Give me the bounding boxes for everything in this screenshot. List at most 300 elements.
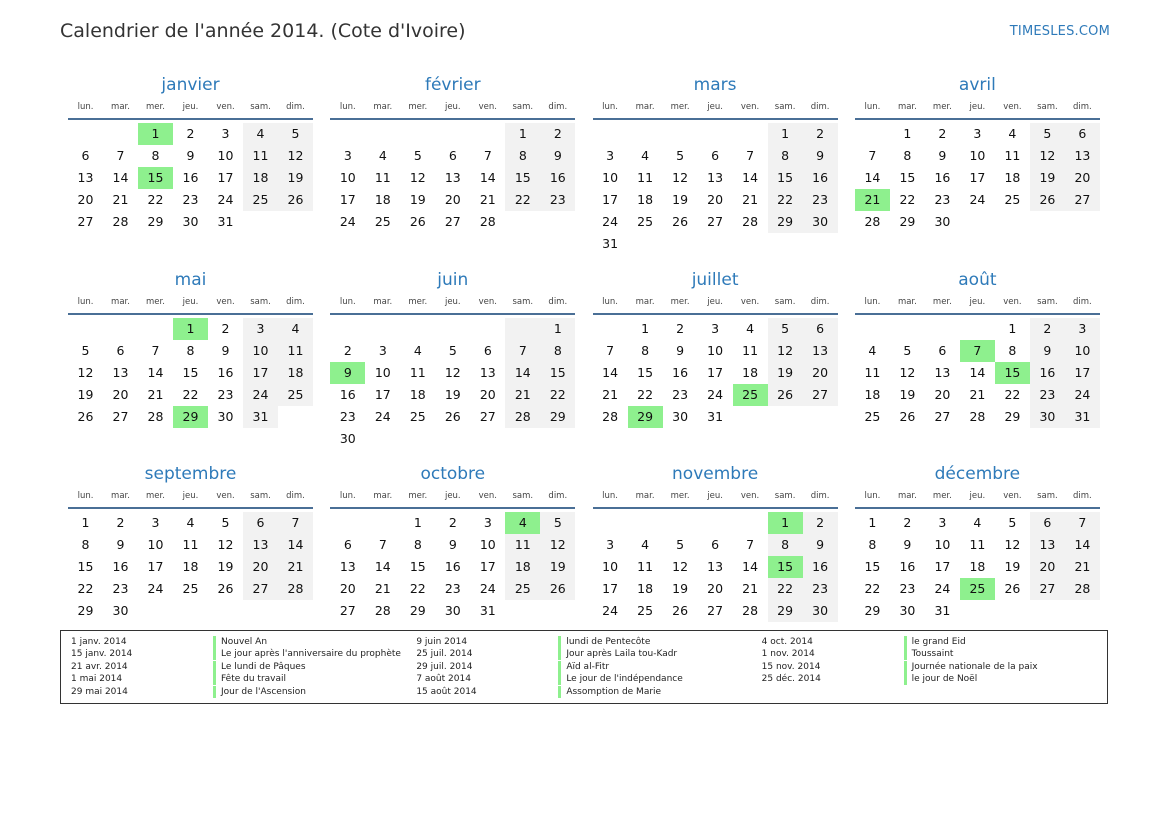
month-6 bbox=[593, 269, 838, 464]
day-cell: 11 bbox=[1004, 148, 1021, 163]
day-cell: 11 bbox=[637, 559, 654, 574]
holiday-day-cell: 29 bbox=[173, 406, 208, 428]
empty-day-cell bbox=[435, 318, 470, 340]
day-cell: 1 bbox=[81, 515, 90, 530]
weekday-label: lun. bbox=[602, 102, 619, 112]
day-cell: 7 bbox=[116, 148, 125, 163]
day-cell: 1 bbox=[1008, 320, 1017, 336]
day-cell: 15 bbox=[864, 559, 881, 574]
day-cell: 6 bbox=[803, 318, 838, 340]
day-cell: 25 bbox=[243, 189, 278, 211]
day-cell: 4 bbox=[186, 515, 195, 530]
weekday-label: ven. bbox=[478, 102, 497, 112]
day-cell: 14 bbox=[864, 170, 881, 185]
day-cell: 24 bbox=[243, 384, 278, 406]
day-cell: 24 bbox=[1065, 384, 1100, 406]
day-cell: 2 bbox=[221, 320, 230, 336]
weekday-label: mar. bbox=[373, 102, 393, 112]
day-cell: 15 bbox=[409, 559, 426, 574]
empty-day-cell bbox=[435, 428, 470, 450]
day-cell: 30 bbox=[182, 214, 199, 229]
empty-day-cell bbox=[995, 211, 1030, 233]
day-cell: 11 bbox=[374, 170, 391, 185]
weekday-label: jeu. bbox=[969, 296, 986, 307]
day-cell: 24 bbox=[374, 408, 391, 424]
day-cell: 28 bbox=[742, 214, 759, 229]
weekday-label: sam. bbox=[1037, 491, 1058, 501]
holiday-entry bbox=[762, 648, 1107, 660]
empty-day-cell bbox=[103, 123, 138, 145]
day-cell: 20 bbox=[479, 386, 496, 402]
holiday-entry bbox=[416, 648, 761, 660]
day-cell: 21 bbox=[602, 386, 619, 402]
weekday-label: sam. bbox=[1037, 296, 1058, 307]
day-cell: 17 bbox=[602, 192, 619, 207]
day-cell: 18 bbox=[182, 559, 199, 574]
holiday-name: Jour après Laila tou-Kadr bbox=[558, 648, 677, 660]
empty-day-cell bbox=[173, 600, 208, 622]
day-cell: 16 bbox=[540, 167, 575, 189]
day-cell: 21 bbox=[374, 581, 391, 596]
month-name: mars bbox=[693, 75, 737, 95]
day-cell: 8 bbox=[768, 534, 803, 556]
day-cell: 11 bbox=[505, 534, 540, 556]
holiday-entry bbox=[71, 686, 416, 698]
empty-day-cell bbox=[243, 600, 278, 622]
holiday-entry bbox=[762, 636, 1107, 648]
weekday-label: dim. bbox=[548, 296, 568, 307]
day-cell: 8 bbox=[151, 148, 160, 163]
weekday-label: sam. bbox=[512, 491, 534, 501]
weekday-header bbox=[68, 96, 313, 120]
holiday-date: 1 nov. 2014 bbox=[761, 649, 815, 660]
holiday-day-cell: 1 bbox=[138, 123, 173, 145]
month-name: septembre bbox=[144, 464, 237, 484]
day-cell: 19 bbox=[899, 386, 916, 402]
weekday-label: jeu. bbox=[707, 296, 723, 307]
day-cell: 2 bbox=[803, 512, 838, 534]
day-cell: 21 bbox=[147, 386, 164, 402]
day-cell: 14 bbox=[278, 534, 313, 556]
day-cell: 2 bbox=[1030, 318, 1065, 340]
day-cell: 7 bbox=[278, 512, 313, 534]
day-cell: 25 bbox=[864, 408, 881, 424]
day-cell: 25 bbox=[374, 214, 391, 229]
day-cell: 30 bbox=[934, 214, 951, 229]
day-cell: 5 bbox=[768, 318, 803, 340]
day-cell: 6 bbox=[81, 148, 90, 163]
brand-link[interactable]: TIMESLES.COM bbox=[1009, 24, 1110, 39]
empty-day-cell bbox=[890, 318, 925, 340]
day-grid bbox=[68, 512, 313, 622]
day-grid bbox=[593, 123, 838, 255]
day-cell: 9 bbox=[186, 148, 195, 163]
weekday-label: jeu. bbox=[182, 491, 199, 501]
day-cell: 9 bbox=[221, 342, 230, 358]
day-grid bbox=[330, 512, 575, 622]
weekday-label: mar. bbox=[111, 491, 130, 501]
weekday-header bbox=[855, 485, 1100, 509]
day-cell: 26 bbox=[1030, 189, 1065, 211]
day-cell: 14 bbox=[112, 170, 129, 185]
day-cell: 5 bbox=[1008, 515, 1017, 530]
weekday-label: mer. bbox=[408, 296, 428, 307]
day-cell: 27 bbox=[444, 214, 461, 229]
holiday-entry bbox=[71, 673, 416, 685]
day-cell: 29 bbox=[768, 211, 803, 233]
holiday-entry bbox=[762, 673, 1107, 685]
weekday-label: lun. bbox=[602, 296, 619, 307]
month-name: janvier bbox=[161, 75, 220, 95]
day-cell: 10 bbox=[374, 364, 391, 380]
day-cell: 20 bbox=[339, 581, 356, 596]
weekday-label: mar. bbox=[635, 102, 655, 112]
weekday-label: sam. bbox=[512, 296, 534, 307]
weekday-label: mer. bbox=[146, 491, 165, 501]
day-cell: 23 bbox=[182, 192, 199, 207]
day-cell: 4 bbox=[868, 342, 877, 358]
empty-day-cell bbox=[278, 406, 313, 428]
day-cell: 22 bbox=[899, 192, 916, 207]
weekday-label: dim. bbox=[548, 491, 568, 501]
day-cell: 4 bbox=[278, 318, 313, 340]
month-4 bbox=[68, 269, 313, 464]
weekday-label: mer. bbox=[670, 491, 690, 501]
day-cell: 19 bbox=[672, 192, 689, 207]
day-cell: 22 bbox=[505, 189, 540, 211]
day-cell: 12 bbox=[444, 364, 461, 380]
day-cell: 30 bbox=[444, 603, 461, 618]
day-cell: 3 bbox=[973, 126, 982, 141]
empty-day-cell bbox=[663, 123, 698, 145]
weekday-label: dim. bbox=[286, 296, 305, 307]
month-name: décembre bbox=[934, 464, 1021, 484]
day-cell: 29 bbox=[147, 214, 164, 229]
holiday-day-cell: 15 bbox=[138, 167, 173, 189]
day-cell: 13 bbox=[339, 559, 356, 574]
empty-day-cell bbox=[505, 600, 540, 622]
empty-day-cell bbox=[960, 211, 995, 233]
empty-day-cell bbox=[733, 123, 768, 145]
day-cell: 6 bbox=[938, 342, 947, 358]
empty-day-cell bbox=[698, 512, 733, 534]
empty-day-cell bbox=[768, 233, 803, 255]
empty-day-cell bbox=[330, 318, 365, 340]
day-cell: 28 bbox=[112, 214, 129, 229]
day-cell: 4 bbox=[1008, 126, 1017, 141]
day-cell: 4 bbox=[243, 123, 278, 145]
day-cell: 18 bbox=[409, 386, 426, 402]
weekday-label: jeu. bbox=[707, 102, 723, 112]
empty-day-cell bbox=[768, 406, 803, 428]
day-cell: 8 bbox=[540, 340, 575, 362]
holiday-name: Journée nationale de la paix bbox=[904, 661, 1038, 673]
day-cell: 6 bbox=[711, 537, 720, 552]
day-cell: 20 bbox=[803, 362, 838, 384]
weekday-header bbox=[330, 291, 575, 315]
day-cell: 18 bbox=[1004, 170, 1021, 185]
month-11 bbox=[855, 463, 1100, 658]
day-cell: 23 bbox=[1030, 384, 1065, 406]
month-0 bbox=[68, 74, 313, 269]
day-cell: 19 bbox=[672, 581, 689, 596]
holiday-name: Assomption de Marie bbox=[558, 686, 661, 698]
weekday-label: mar. bbox=[111, 102, 130, 112]
day-cell: 25 bbox=[505, 578, 540, 600]
day-cell: 20 bbox=[934, 386, 951, 402]
weekday-label: mer. bbox=[670, 296, 690, 307]
weekday-label: ven. bbox=[1003, 102, 1022, 112]
day-cell: 25 bbox=[278, 384, 313, 406]
day-cell: 22 bbox=[1004, 386, 1021, 402]
weekday-label: sam. bbox=[1037, 102, 1058, 112]
day-cell: 11 bbox=[243, 145, 278, 167]
empty-day-cell bbox=[995, 600, 1030, 622]
weekday-label: jeu. bbox=[707, 491, 723, 501]
weekday-label: mer. bbox=[670, 102, 690, 112]
day-cell: 16 bbox=[339, 386, 356, 402]
day-cell: 14 bbox=[969, 364, 986, 380]
day-cell: 16 bbox=[112, 559, 129, 574]
day-cell: 4 bbox=[641, 537, 650, 552]
weekday-label: mer. bbox=[408, 102, 428, 112]
day-cell: 21 bbox=[969, 386, 986, 402]
day-cell: 2 bbox=[676, 320, 685, 336]
day-cell: 24 bbox=[147, 581, 164, 596]
day-cell: 17 bbox=[339, 192, 356, 207]
day-cell: 28 bbox=[1065, 578, 1100, 600]
day-cell: 19 bbox=[278, 167, 313, 189]
day-cell: 31 bbox=[479, 603, 496, 618]
empty-day-cell bbox=[208, 600, 243, 622]
day-cell: 12 bbox=[1030, 145, 1065, 167]
empty-day-cell bbox=[138, 318, 173, 340]
day-cell: 14 bbox=[602, 364, 619, 380]
day-cell: 5 bbox=[676, 537, 685, 552]
day-cell: 1 bbox=[413, 515, 422, 530]
holiday-date: 25 déc. 2014 bbox=[761, 674, 821, 685]
day-cell: 22 bbox=[864, 581, 881, 596]
day-cell: 7 bbox=[746, 148, 755, 163]
day-cell: 30 bbox=[803, 600, 838, 622]
empty-day-cell bbox=[540, 600, 575, 622]
day-cell: 2 bbox=[343, 342, 352, 358]
day-cell: 13 bbox=[934, 364, 951, 380]
empty-day-cell bbox=[330, 123, 365, 145]
day-cell: 23 bbox=[899, 581, 916, 596]
holiday-day-cell: 29 bbox=[628, 406, 663, 428]
day-cell: 5 bbox=[540, 512, 575, 534]
day-cell: 1 bbox=[868, 515, 877, 530]
day-cell: 12 bbox=[899, 364, 916, 380]
holiday-entry bbox=[71, 661, 416, 673]
holiday-day-cell: 21 bbox=[855, 189, 890, 211]
day-cell: 3 bbox=[711, 320, 720, 336]
weekday-label: lun. bbox=[864, 102, 881, 112]
day-grid bbox=[68, 318, 313, 428]
holiday-column bbox=[762, 636, 1107, 703]
day-cell: 13 bbox=[803, 340, 838, 362]
empty-day-cell bbox=[68, 318, 103, 340]
holiday-entry bbox=[416, 673, 761, 685]
day-grid bbox=[855, 123, 1100, 233]
weekday-label: lun. bbox=[339, 296, 356, 307]
day-cell: 16 bbox=[1030, 362, 1065, 384]
day-cell: 16 bbox=[182, 170, 199, 185]
day-cell: 23 bbox=[934, 192, 951, 207]
day-cell: 18 bbox=[637, 581, 654, 596]
holiday-entry bbox=[416, 661, 761, 673]
day-cell: 19 bbox=[217, 559, 234, 574]
day-cell: 12 bbox=[540, 534, 575, 556]
day-cell: 11 bbox=[409, 364, 426, 380]
day-cell: 24 bbox=[339, 214, 356, 229]
holiday-name: Nouvel An bbox=[213, 636, 267, 648]
weekday-label: dim. bbox=[286, 491, 305, 501]
day-cell: 26 bbox=[768, 384, 803, 406]
day-cell: 14 bbox=[1065, 534, 1100, 556]
day-cell: 28 bbox=[602, 408, 619, 424]
day-cell: 10 bbox=[243, 340, 278, 362]
day-cell: 3 bbox=[606, 537, 615, 552]
day-cell: 30 bbox=[1030, 406, 1065, 428]
holiday-date: 21 avr. 2014 bbox=[71, 661, 128, 672]
day-grid bbox=[855, 318, 1100, 428]
holiday-date: 15 janv. 2014 bbox=[71, 649, 133, 660]
weekday-label: lun. bbox=[864, 491, 881, 501]
day-cell: 5 bbox=[1030, 123, 1065, 145]
month-name: mai bbox=[174, 269, 207, 290]
day-cell: 7 bbox=[606, 342, 615, 358]
day-cell: 10 bbox=[339, 170, 356, 185]
day-cell: 14 bbox=[479, 170, 496, 185]
day-cell: 27 bbox=[243, 578, 278, 600]
day-cell: 26 bbox=[540, 578, 575, 600]
day-cell: 13 bbox=[1065, 145, 1100, 167]
day-cell: 25 bbox=[1004, 192, 1021, 207]
day-grid bbox=[68, 123, 313, 233]
weekday-label: lun. bbox=[864, 296, 881, 307]
weekday-label: mar. bbox=[897, 102, 917, 112]
weekday-header bbox=[593, 485, 838, 509]
weekday-header bbox=[855, 291, 1100, 315]
empty-day-cell bbox=[628, 512, 663, 534]
empty-day-cell bbox=[628, 123, 663, 145]
day-cell: 28 bbox=[147, 408, 164, 424]
month-10 bbox=[593, 463, 838, 658]
day-cell: 12 bbox=[77, 364, 94, 380]
weekday-label: sam. bbox=[512, 102, 534, 112]
empty-day-cell bbox=[470, 428, 505, 450]
day-cell: 13 bbox=[444, 170, 461, 185]
holiday-day-cell: 15 bbox=[768, 556, 803, 578]
weekday-label: mer. bbox=[932, 491, 952, 501]
day-cell: 15 bbox=[182, 364, 199, 380]
weekday-label: dim. bbox=[810, 296, 830, 307]
day-cell: 15 bbox=[899, 170, 916, 185]
empty-day-cell bbox=[1065, 600, 1100, 622]
weekday-label: mar. bbox=[635, 491, 655, 501]
day-cell: 13 bbox=[1030, 534, 1065, 556]
weekday-label: lun. bbox=[602, 491, 619, 501]
holiday-date: 1 mai 2014 bbox=[71, 674, 123, 685]
day-cell: 23 bbox=[803, 189, 838, 211]
day-cell: 8 bbox=[505, 145, 540, 167]
empty-day-cell bbox=[68, 123, 103, 145]
weekday-label: mer. bbox=[146, 296, 165, 307]
day-cell: 21 bbox=[742, 192, 759, 207]
day-cell: 14 bbox=[374, 559, 391, 574]
weekday-label: dim. bbox=[1073, 296, 1092, 307]
weekday-header bbox=[330, 485, 575, 509]
month-name: juin bbox=[437, 269, 469, 290]
day-cell: 26 bbox=[444, 408, 461, 424]
holiday-date: 29 juil. 2014 bbox=[416, 661, 473, 672]
day-cell: 29 bbox=[409, 603, 426, 618]
day-cell: 19 bbox=[77, 386, 94, 402]
holiday-date: 4 oct. 2014 bbox=[761, 637, 813, 647]
day-cell: 19 bbox=[540, 556, 575, 578]
holiday-day-cell: 9 bbox=[330, 362, 365, 384]
day-cell: 29 bbox=[77, 603, 94, 618]
day-cell: 9 bbox=[803, 145, 838, 167]
empty-day-cell bbox=[330, 512, 365, 534]
day-cell: 3 bbox=[243, 318, 278, 340]
day-cell: 14 bbox=[147, 364, 164, 380]
day-cell: 20 bbox=[1065, 167, 1100, 189]
day-cell: 1 bbox=[903, 126, 912, 141]
day-cell: 19 bbox=[1030, 167, 1065, 189]
day-cell: 17 bbox=[479, 559, 496, 574]
holiday-entry bbox=[762, 661, 1107, 673]
weekday-label: lun. bbox=[77, 296, 94, 307]
weekday-label: sam. bbox=[250, 102, 271, 112]
day-cell: 22 bbox=[637, 386, 654, 402]
empty-day-cell bbox=[365, 318, 400, 340]
day-cell: 30 bbox=[899, 603, 916, 618]
holiday-day-cell: 25 bbox=[733, 384, 768, 406]
day-cell: 17 bbox=[1065, 362, 1100, 384]
day-cell: 12 bbox=[672, 559, 689, 574]
holiday-date: 15 août 2014 bbox=[416, 686, 477, 697]
weekday-header bbox=[68, 291, 313, 315]
weekday-header bbox=[593, 96, 838, 120]
day-cell: 27 bbox=[1065, 189, 1100, 211]
holiday-name: le grand Eid bbox=[904, 636, 966, 648]
empty-day-cell bbox=[435, 123, 470, 145]
day-cell: 1 bbox=[768, 123, 803, 145]
day-cell: 28 bbox=[278, 578, 313, 600]
day-cell: 7 bbox=[378, 537, 387, 552]
day-cell: 9 bbox=[803, 534, 838, 556]
holiday-day-cell: 7 bbox=[960, 340, 995, 362]
day-cell: 13 bbox=[243, 534, 278, 556]
day-cell: 2 bbox=[540, 123, 575, 145]
day-cell: 6 bbox=[116, 342, 125, 358]
day-cell: 17 bbox=[934, 559, 951, 574]
day-cell: 10 bbox=[934, 537, 951, 552]
day-cell: 13 bbox=[479, 364, 496, 380]
day-cell: 21 bbox=[479, 192, 496, 207]
holiday-name: Fête du travail bbox=[213, 673, 286, 685]
empty-day-cell bbox=[103, 318, 138, 340]
day-cell: 23 bbox=[217, 386, 234, 402]
empty-day-cell bbox=[803, 406, 838, 428]
day-cell: 5 bbox=[903, 342, 912, 358]
day-cell: 8 bbox=[641, 342, 650, 358]
day-cell: 7 bbox=[868, 148, 877, 163]
weekday-label: sam. bbox=[774, 102, 796, 112]
